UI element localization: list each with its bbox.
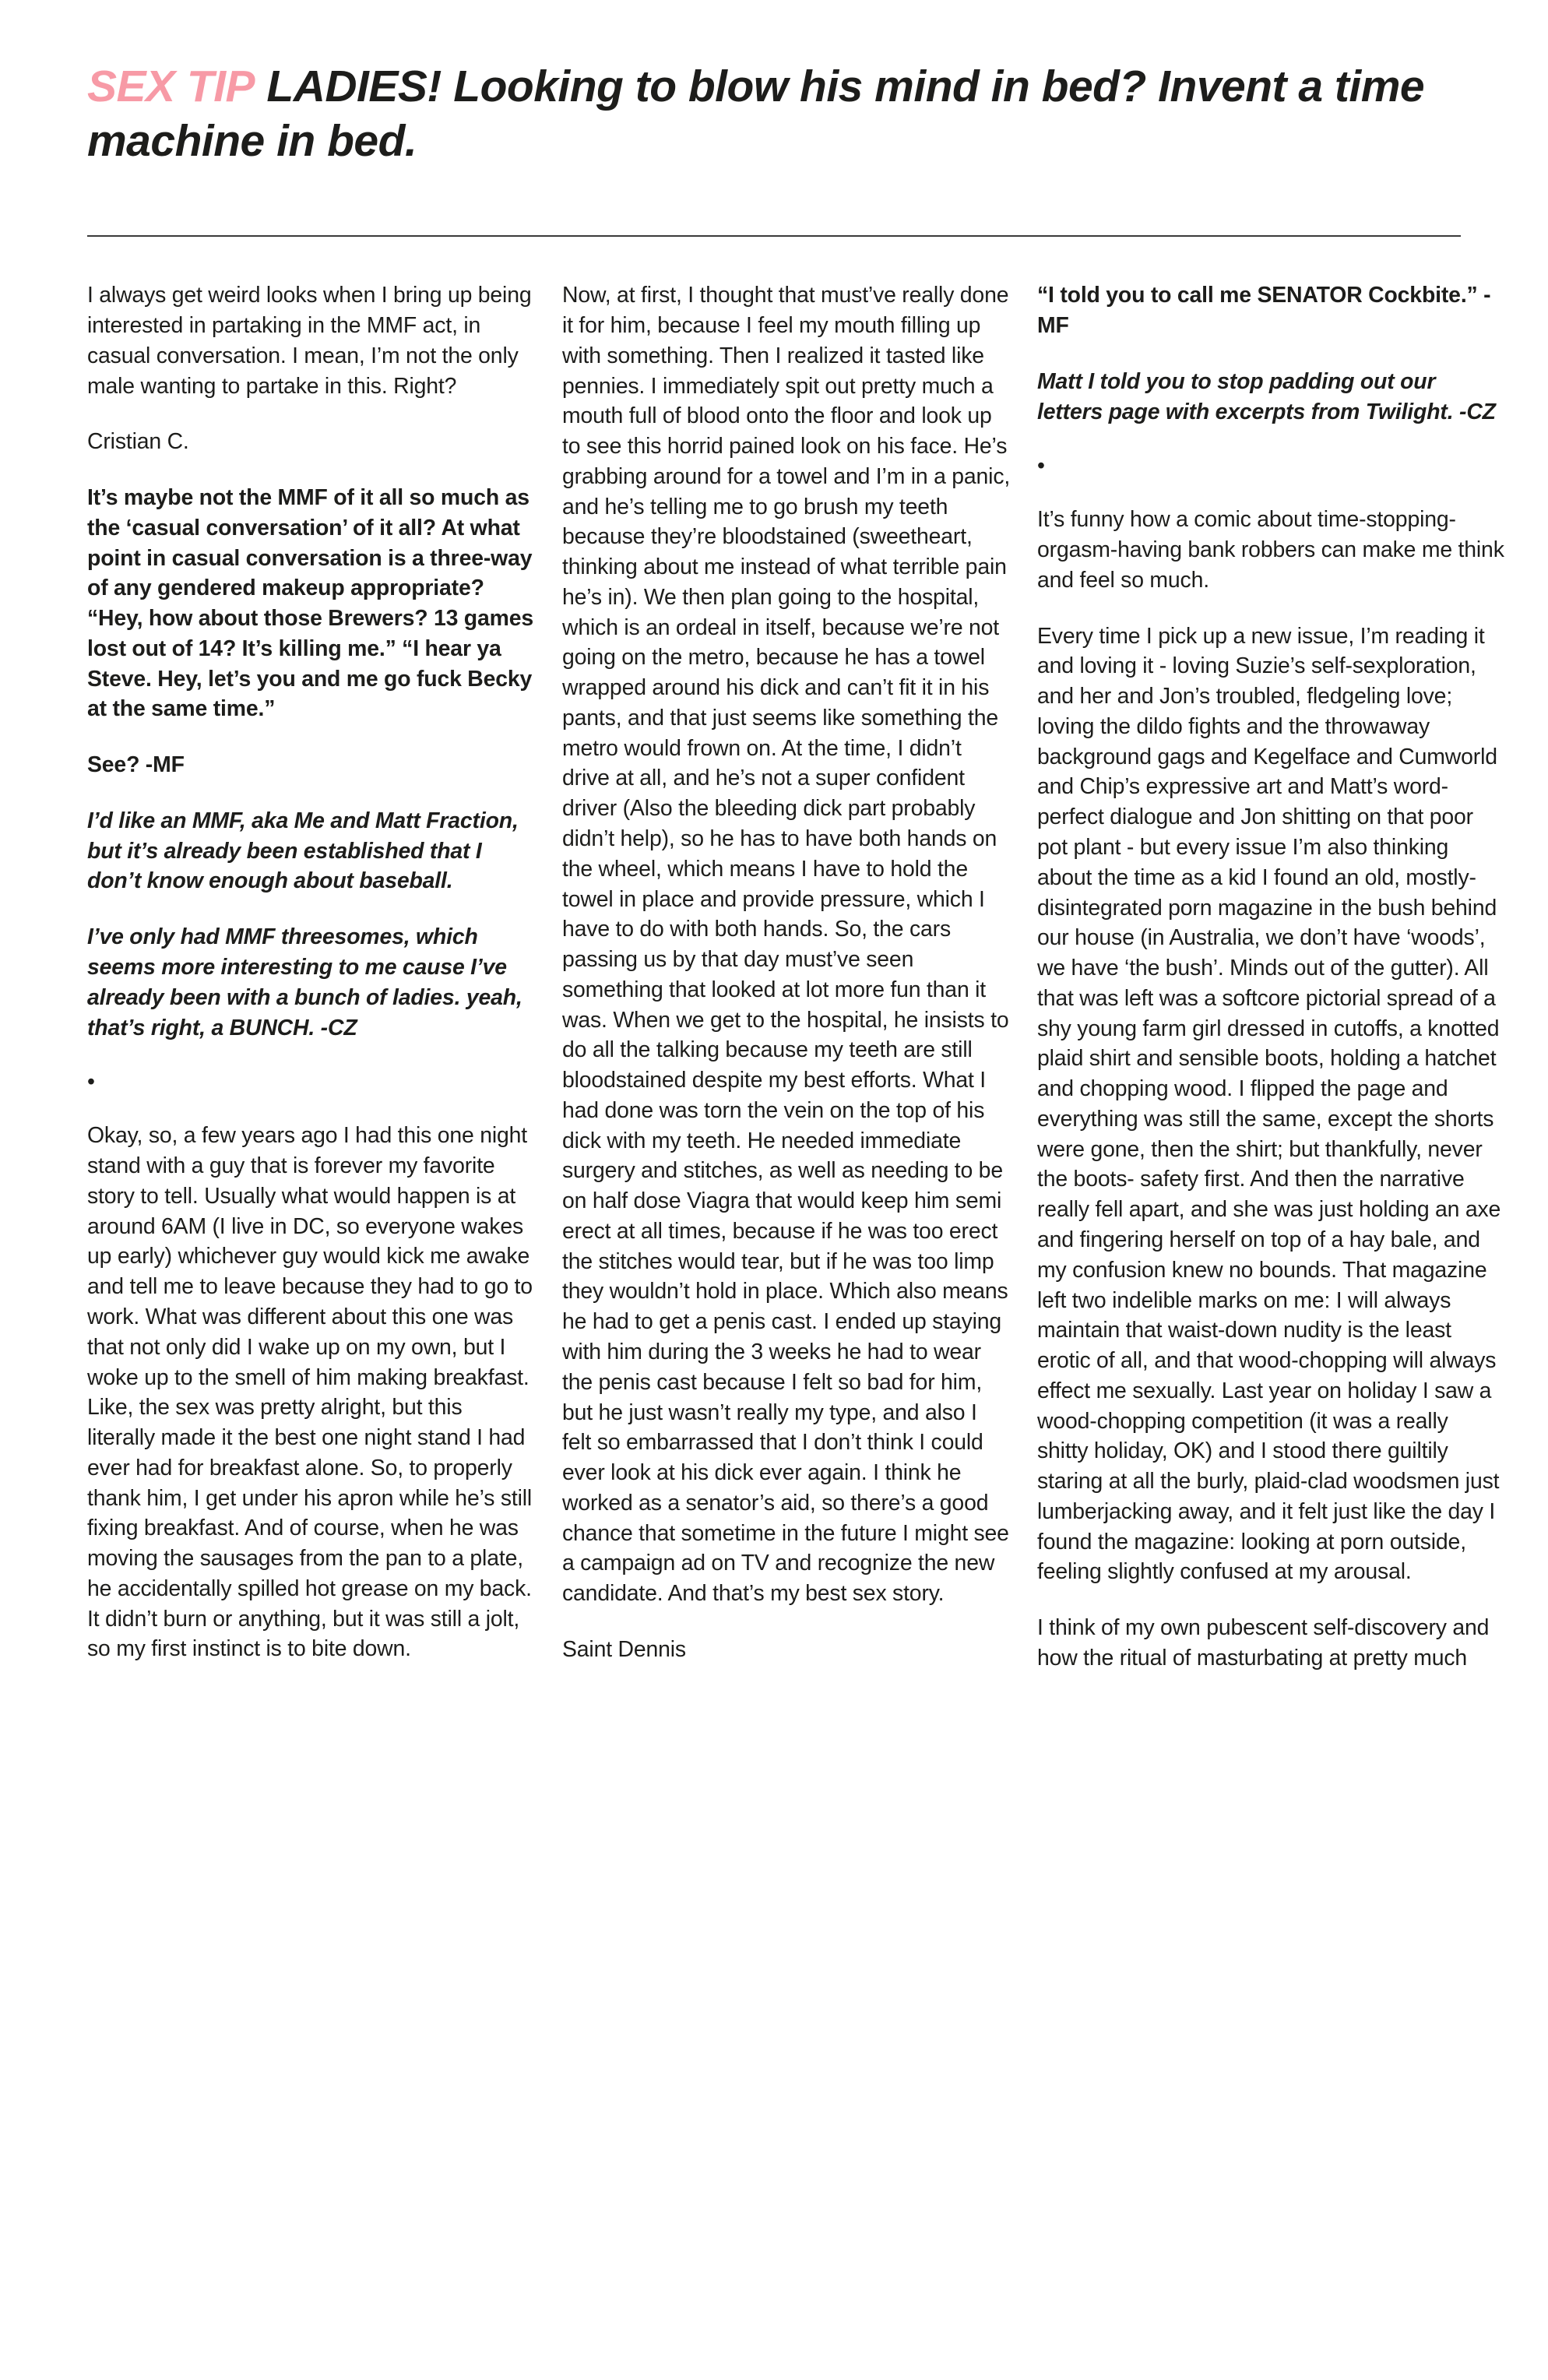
editor-reply-bold-italic: Matt I told you to stop padding out our letters page with excerpts from Twilight. -CZ bbox=[1037, 368, 1496, 424]
text-columns bbox=[87, 280, 1504, 1699]
editor-reply-bold-italic: I’ve only had MMF threesomes, which seems more interesting to me cause I’ve already been with a bunch of ladies. yeah, that’s right, a BUNCH. -CZ bbox=[87, 924, 522, 1040]
letter-paragraph: I always get weird looks when I bring up being interested in partaking in the MMF act, in casual conversation. I mean, I’m not the only male wanting to partake in this. Right? bbox=[87, 283, 532, 399]
editor-reply-bold-italic: I’d like an MMF, aka Me and Matt Fraction, but it’s already been established that I don’t know enough about baseball. bbox=[87, 808, 519, 894]
letter-paragraph: I think of my own pubescent self-discovery and how the ritual of masturbating at pretty much bbox=[1037, 1615, 1490, 1671]
letter-paragraph: Cristian C. bbox=[87, 429, 189, 455]
letter-paragraph: Saint Dennis bbox=[562, 1636, 686, 1662]
headline-body: LADIES! Looking to blow his mind in bed? Invent a time machine in bed. bbox=[87, 62, 1425, 167]
letter-paragraph: It’s funny how a comic about time-stopping-orgasm-having bank robbers can make me think and feel so much. bbox=[1037, 507, 1504, 593]
headline-kicker: SEX TIP bbox=[87, 62, 255, 111]
page-headline bbox=[87, 53, 1461, 168]
column-1 bbox=[87, 280, 536, 1690]
editor-reply-bold: “I told you to call me SENATOR Cockbite.” -MF bbox=[1037, 283, 1491, 338]
editor-reply-bold: It’s maybe not the MMF of it all so much as the ‘casual conversation’ of it all? At what point in casual conversation is a three-way of any gendered makeup appropriate? “Hey, how about those Brewers? 13 games lost out of 14? It’s killing me.” “I hear ya Steve. Hey, let’s you and me go fuck Becky at the same time.” bbox=[87, 485, 534, 722]
bullet-separator: • bbox=[1037, 453, 1045, 479]
letter-paragraph: Now, at first, I thought that must’ve really done it for him, because I feel my mouth filling up with something. Then I realized it tasted like pennies. I immediately spit out pretty much a mouth full of blood onto the floor and look up to see this horrid pained look on his face. He’s grabbing around for a towel and I’m in a panic, and he’s telling me to go brush my teeth because they’re bloodstained (sweetheart, thinking about me instead of what terrible pain he’s in). We then plan going to the hospital, which is an ordeal in itself, because we’re not going on the metro, because he has a towel wrapped around his dick and can’t fit it in his pants, and that just seems like something the metro would frown on. At the time, I didn’t drive at all, and he’s not a super confident driver (Also the bleeding dick part probably didn’t help), so he has to have both hands on the wheel, which means I have to hold the towel in place and provide pressure, which I have to do with both hands. So, the cars passing us by that day must’ve seen something that looked at lot more fun than it was. When we get to the hospital, he insists to do all the talking because my teeth are still bloodstained despite my best efforts. What I had done was torn the vein on the top of his dick with my teeth. He needed immediate surgery and stitches, as well as needing to be on half dose Viagra that would keep him semi erect at all times, because if he was too erect the stitches would tear, but if he was too limp they wouldn’t hold in place. Which also means he had to get a penis cast. I ended up staying with him during the 3 weeks he had to wear the penis cast because I felt so bad for him, but he just wasn’t really my type, and also I felt so embarrassed that I don’t think I could ever look at his dick ever again. I think he worked as a senator’s aid, so there’s a good chance that sometime in the future I might see a campaign ad on TV and recognize the new candidate. And that’s my best sex story. bbox=[562, 283, 1011, 1607]
header-divider bbox=[87, 235, 1461, 237]
editor-reply-bold: See? -MF bbox=[87, 752, 185, 778]
bullet-separator: • bbox=[87, 1069, 95, 1095]
column-3 bbox=[1037, 280, 1504, 1699]
column-2 bbox=[562, 280, 1011, 1690]
letter-paragraph: Okay, so, a few years ago I had this one night stand with a guy that is forever my favorite story to tell. Usually what would happen is at around 6AM (I live in DC, so everyone wakes up early) whichever guy would kick me awake and tell me to leave because they had to go to work. What was different about this one was that not only did I wake up on my own, but I woke up to the smell of him making breakfast. Like, the sex was pretty alright, but this literally made it the best one night stand I had ever had for breakfast alone. So, to properly thank him, I get under his apron while he’s still fixing breakfast. And of course, when he was moving the sausages from the pan to a plate, he accidentally spilled hot grease on my back. It didn’t burn or anything, but it was still a jolt, so my first instinct is to bite down. bbox=[87, 1123, 533, 1662]
letter-paragraph: Every time I pick up a new issue, I’m reading it and loving it - loving Suzie’s self-sexploration, and her and Jon’s troubled, fledgeling love; loving the dildo fights and the throwaway background gags and Kegelface and Cumworld and Chip’s expressive art and Matt’s word-perfect dialogue and Jon shitting on that poor pot plant - but every issue I’m also thinking about the time as a kid I found an old, mostly-disintegrated porn magazine in the bush behind our house (in Australia, we don’t have ‘woods’, we have ‘the bush’. Minds out of the gutter). All that was left was a softcore pictorial spread of a shy young farm girl dressed in cutoffs, a knotted plaid shirt and sensible boots, holding a hatchet and chopping wood. I flipped the page and everything was still the same, except the shorts were gone, then the shirt; but thankfully, never the boots- safety first. And then the narrative really fell apart, and she was just holding an axe and fingering herself on top of a hay bale, and my confusion knew no bounds. That magazine left two indelible marks on me: I will always maintain that waist-down nudity is the least erotic of all, and that wood-chopping will always effect me sexually. Last year on holiday I saw a wood-chopping competition (it was a really shitty holiday, OK) and I stood there guiltily staring at all the burly, plaid-clad woodsmen just lumberjacking away, and it felt just like the day I found the magazine: looking at porn outside, feeling slightly confused at my arousal. bbox=[1037, 623, 1501, 1585]
